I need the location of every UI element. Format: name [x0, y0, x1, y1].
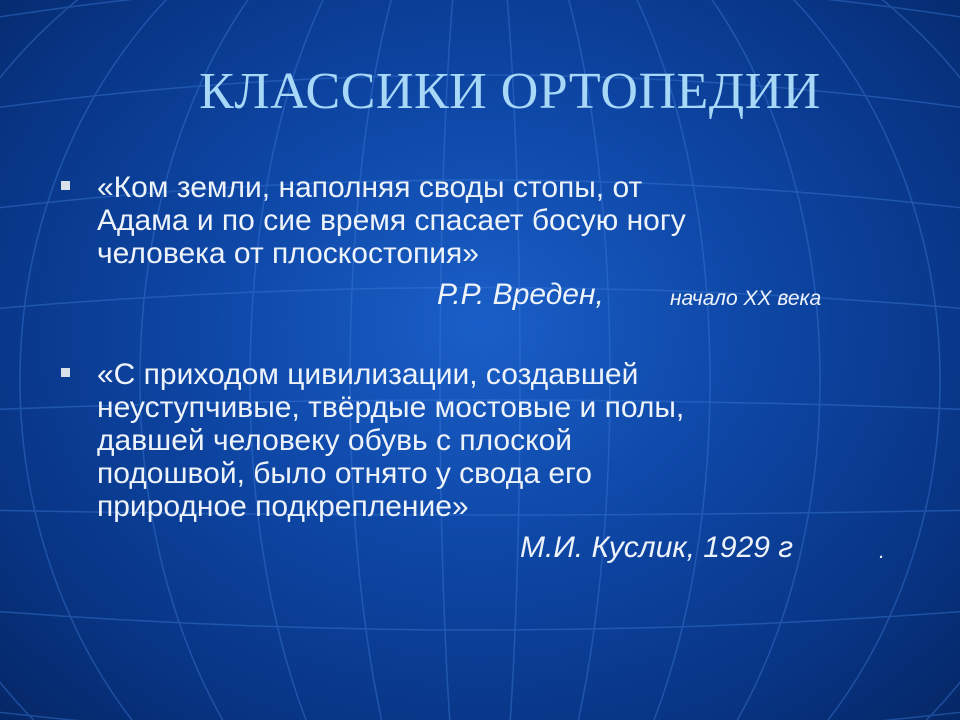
quote-line: природное подкрепление»	[97, 490, 469, 523]
slide-title: КЛАССИКИ ОРТОПЕДИИ	[199, 63, 821, 120]
author-name: М.И. Куслик, 1929 г	[520, 531, 794, 564]
bullet-icon	[61, 181, 70, 190]
author-date: .	[879, 540, 885, 563]
author-date: начало XX века	[670, 287, 822, 310]
bullet-icon	[61, 368, 70, 377]
quote-line: человека от плоскостопия»	[97, 237, 479, 270]
quote-line: Адама и по сие время спасает босую ногу	[97, 204, 686, 237]
quote-line: давшей человеку обувь с плоской	[97, 424, 573, 457]
quote-line: подошвой, было отнято у свода его	[97, 457, 592, 490]
quote-line: «С приходом цивилизации, создавшей	[97, 358, 639, 391]
quote-line: неуступчивые, твёрдые мостовые и полы,	[97, 391, 685, 424]
quote-line: «Ком земли, наполняя своды стопы, от	[97, 171, 643, 204]
author-name: Р.Р. Вреден,	[437, 278, 604, 311]
